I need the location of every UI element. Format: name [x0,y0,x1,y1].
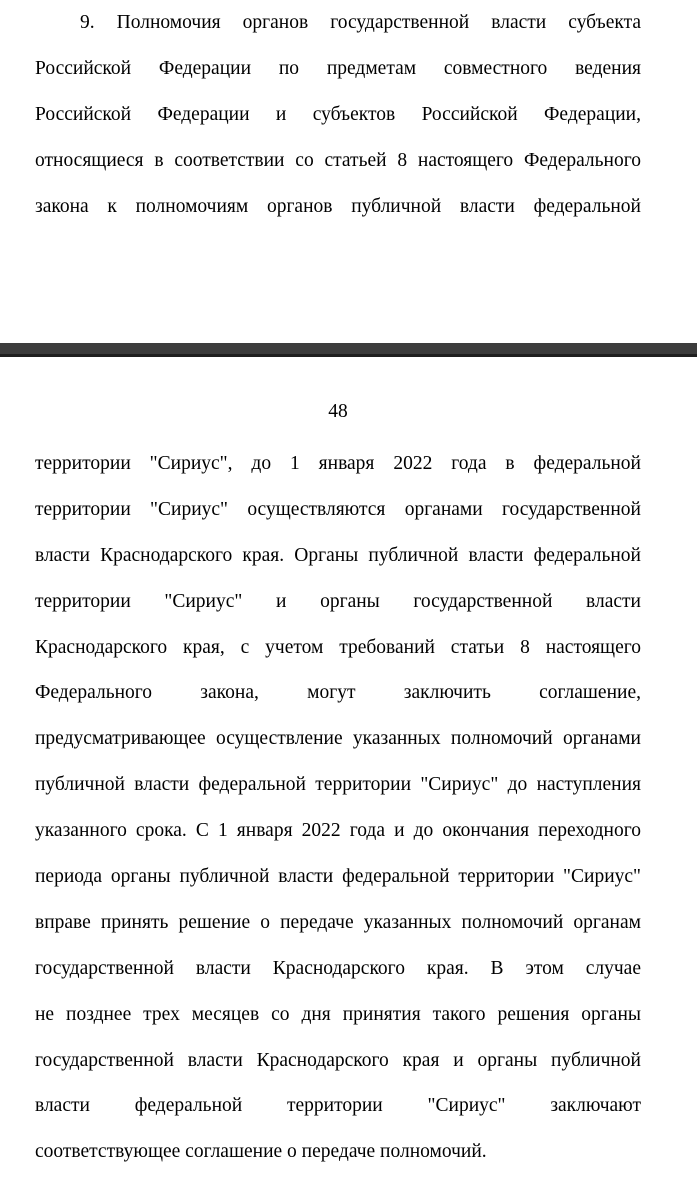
text-line: территории "Сириус" и органы государственной власти [35,590,641,612]
text-line: 9. Полномочия органов государственной власти субъекта [80,12,641,33]
text-line: предусматривающее осуществление указанных полномочий органами [35,728,641,750]
page-number: 48 [328,401,348,422]
text-line: власти федеральной территории "Сириус" заключают [35,1095,641,1117]
text-line: территории "Сириус" осуществляются органами государственной [35,498,641,520]
paragraph-bottom [35,441,641,1175]
text-line: Российской Федерации по предметам совместного ведения [35,57,641,79]
text-line: Российской Федерации и субъектов Российской Федерации, [35,103,641,125]
text-line: соответствующее соглашение о передаче полномочий. [35,1141,487,1163]
text-line: Краснодарского края, с учетом требований статьи 8 настоящего [35,636,641,658]
page-separator [0,343,697,357]
text-line: не позднее трех месяцев со дня принятия такого решения органы [35,1003,641,1025]
text-line: власти Краснодарского края. Органы публичной власти федеральной [35,544,641,566]
document-page-top [0,0,697,343]
text-line: государственной власти Краснодарского края и органы публичной [35,1049,641,1071]
text-line: вправе принять решение о передаче указанных полномочий органам [35,911,641,933]
text-line: публичной власти федеральной территории "Сириус" до наступления [35,774,641,796]
text-line: закона к полномочиям органов публичной власти федеральной [35,195,641,217]
text-line: периода органы публичной власти федеральной территории "Сириус" [35,866,641,888]
text-line: относящиеся в соответствии со статьей 8 настоящего Федерального [35,149,641,171]
text-line: Федерального закона, могут заключить соглашение, [35,682,641,704]
text-line: государственной власти Краснодарского края. В этом случае [35,957,641,979]
text-line: территории "Сириус", до 1 января 2022 года в федеральной [35,453,641,474]
document-page-bottom [0,357,697,1177]
paragraph-top [35,0,641,229]
text-line: указанного срока. С 1 января 2022 года и до окончания переходного [35,820,641,842]
